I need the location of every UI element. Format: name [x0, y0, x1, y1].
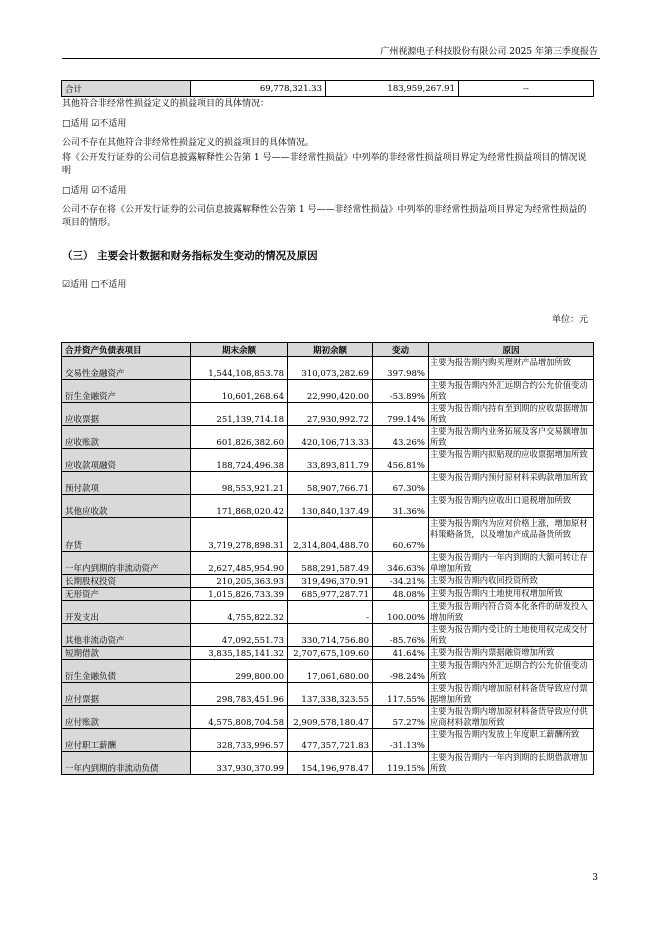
row-end-balance: 298,783,451.96: [191, 683, 288, 706]
row-begin-balance: 685,977,287.71: [288, 588, 373, 601]
row-end-balance: 3,835,185,141.32: [191, 647, 288, 660]
total-ytd: 183,959,267.91: [326, 81, 459, 97]
row-reason: 主要为报告期内增加原材料备货导致应付票据增加所致: [429, 683, 594, 706]
row-reason: 主要为报告期内符合资本化条件的研发投入增加所致: [429, 601, 594, 624]
col-header-reason: 原因: [429, 343, 594, 357]
para-no-other-items: 公司不存在其他符合非经常性损益定义的损益项目的具体情况。: [62, 138, 315, 148]
row-end-balance: 171,868,020.42: [191, 495, 288, 518]
row-change-pct: 48.08%: [373, 588, 429, 601]
table-row: [62, 752, 594, 775]
row-item-name: 应付账款: [62, 706, 191, 729]
row-begin-balance: 17,061,680.00: [288, 660, 373, 683]
balance-sheet-change-table: [61, 342, 594, 775]
row-item-name: 开发支出: [62, 601, 191, 624]
row-item-name: 一年内到期的非流动资产: [62, 552, 191, 575]
row-begin-balance: 330,714,756.80: [288, 624, 373, 647]
unit-label: 单位：元: [551, 315, 588, 325]
row-begin-balance: 33,893,811.79: [288, 449, 373, 472]
row-reason: 主要为报告期内受让的土地使用权完成交付所致: [429, 624, 594, 647]
row-begin-balance: 27,930,992.72: [288, 403, 373, 426]
total-current: 69,778,321.33: [191, 81, 326, 97]
row-change-pct: -85.76%: [373, 624, 429, 647]
row-change-pct: -53.89%: [373, 380, 429, 403]
row-begin-balance: -: [288, 601, 373, 624]
col-header-item: 合并资产负债表项目: [62, 343, 191, 357]
row-end-balance: 299,800.00: [191, 660, 288, 683]
report-header-title: 广州视源电子科技股份有限公司 2025 年第三季度报告: [380, 47, 598, 57]
row-reason: 主要为报告期内持有至到期的应收票据增加所致: [429, 403, 594, 426]
table-row: [62, 624, 594, 647]
row-item-name: 无形资产: [62, 588, 191, 601]
total-note: --: [459, 81, 594, 97]
table-row: [62, 601, 594, 624]
row-end-balance: 188,724,496.38: [191, 449, 288, 472]
para-reclass-explanation: 将《公开发行证券的公司信息披露解释性公告第 1 号——非经常性损益》中列举的非经常性损益项目界定为经常性损益项目的情况说明: [62, 153, 587, 176]
table-row: [62, 426, 594, 449]
row-begin-balance: 154,196,978.47: [288, 752, 373, 775]
table-row: [62, 449, 594, 472]
row-item-name: 预付款项: [62, 472, 191, 495]
row-begin-balance: 477,357,721.83: [288, 729, 373, 752]
row-begin-balance: 310,073,282.69: [288, 357, 373, 380]
row-item-name: 短期借款: [62, 647, 191, 660]
row-item-name: 交易性金融资产: [62, 357, 191, 380]
row-end-balance: 1,544,108,853.78: [191, 357, 288, 380]
row-end-balance: 47,092,551.73: [191, 624, 288, 647]
para-other-items: 其他符合非经常性损益定义的损益项目的具体情况：: [62, 99, 270, 109]
row-reason: 主要为报告期内拟贴现的应收票据增加所致: [429, 449, 594, 472]
table-row: [62, 647, 594, 660]
row-item-name: 衍生金融负债: [62, 660, 191, 683]
row-end-balance: 251,139,714.18: [191, 403, 288, 426]
table-row: [62, 380, 594, 403]
table-row: [62, 552, 594, 575]
row-reason: 主要为报告期内一年内到期的长期借款增加所致: [429, 752, 594, 775]
row-change-pct: 31.36%: [373, 495, 429, 518]
row-item-name: 衍生金融资产: [62, 380, 191, 403]
table-row: [62, 518, 594, 552]
row-end-balance: 4,575,808,704.58: [191, 706, 288, 729]
row-change-pct: 119.15%: [373, 752, 429, 775]
row-begin-balance: 130,840,137.49: [288, 495, 373, 518]
row-item-name: 存货: [62, 518, 191, 552]
row-change-pct: 346.63%: [373, 552, 429, 575]
row-end-balance: 328,733,996.57: [191, 729, 288, 752]
row-item-name: 一年内到期的非流动负债: [62, 752, 191, 775]
row-reason: 主要为报告期内预付原材料采购款增加所致: [429, 472, 594, 495]
row-reason: 主要为报告期内外汇远期合约公允价值变动所致: [429, 380, 594, 403]
row-reason: 主要为报告期内购买理财产品增加所致: [429, 357, 594, 380]
row-begin-balance: 2,707,675,109.60: [288, 647, 373, 660]
row-reason: 主要为报告期内土地使用权增加所致: [429, 588, 594, 601]
row-begin-balance: 319,496,370.91: [288, 575, 373, 588]
row-end-balance: 4,755,822.32: [191, 601, 288, 624]
section-heading: （三） 主要会计数据和财务指标发生变动的情况及原因: [62, 250, 318, 262]
table-row: [62, 495, 594, 518]
row-end-balance: 10,601,268.64: [191, 380, 288, 403]
para-applicable-1: □适用 ☑不适用: [62, 119, 127, 129]
row-change-pct: -34.21%: [373, 575, 429, 588]
row-item-name: 应收账款: [62, 426, 191, 449]
col-header-change: 变动: [373, 343, 429, 357]
row-reason: 主要为报告期内外汇远期合约公允价值变动所致: [429, 660, 594, 683]
row-change-pct: 57.27%: [373, 706, 429, 729]
row-item-name: 应收款项融资: [62, 449, 191, 472]
row-item-name: 应付职工薪酬: [62, 729, 191, 752]
total-label: 合计: [62, 81, 191, 97]
row-reason: 主要为报告期内增加原材料备货导致应付供应商材料款增加所致: [429, 706, 594, 729]
row-reason: 主要为报告期内一年内到期的大额可转让存单增加所致: [429, 552, 594, 575]
table-row: [62, 472, 594, 495]
row-item-name: 应付票据: [62, 683, 191, 706]
row-begin-balance: 22,990,420.00: [288, 380, 373, 403]
row-begin-balance: 2,314,804,488.70: [288, 518, 373, 552]
table-header-row: [62, 343, 594, 357]
row-reason: 主要为报告期内应收出口退税增加所致: [429, 495, 594, 518]
total-row: [62, 81, 594, 97]
row-change-pct: 43.26%: [373, 426, 429, 449]
row-item-name: 长期股权投资: [62, 575, 191, 588]
row-end-balance: 3,719,278,898.31: [191, 518, 288, 552]
col-header-begin: 期初余额: [288, 343, 373, 357]
table-row: [62, 683, 594, 706]
row-end-balance: 337,930,370.99: [191, 752, 288, 775]
table-row: [62, 575, 594, 588]
table-row: [62, 706, 594, 729]
table-row: [62, 588, 594, 601]
row-reason: 主要为报告期内发放上年度职工薪酬所致: [429, 729, 594, 752]
row-begin-balance: 420,106,713.33: [288, 426, 373, 449]
row-begin-balance: 2,909,578,180.47: [288, 706, 373, 729]
row-end-balance: 1,015,826,733.39: [191, 588, 288, 601]
row-change-pct: 456.81%: [373, 449, 429, 472]
para-applicable-2: □适用 ☑不适用: [62, 186, 127, 196]
row-change-pct: 397.98%: [373, 357, 429, 380]
col-header-end: 期末余额: [191, 343, 288, 357]
row-end-balance: 2,627,485,954.90: [191, 552, 288, 575]
row-begin-balance: 137,338,323.55: [288, 683, 373, 706]
row-change-pct: -98.24%: [373, 660, 429, 683]
row-item-name: 其他应收款: [62, 495, 191, 518]
row-reason: 主要为报告期内票据融资增加所致: [429, 647, 594, 660]
row-change-pct: 117.55%: [373, 683, 429, 706]
row-end-balance: 210,205,363.93: [191, 575, 288, 588]
row-change-pct: -31.13%: [373, 729, 429, 752]
row-begin-balance: 588,291,587.49: [288, 552, 373, 575]
row-change-pct: 60.67%: [373, 518, 429, 552]
row-reason: 主要为报告期内为应对价格上涨，增加原材料策略备货，以及增加产成品备货所致: [429, 518, 594, 552]
row-item-name: 应收票据: [62, 403, 191, 426]
row-reason: 主要为报告期内业务拓展及客户交易额增加所致: [429, 426, 594, 449]
table-row: [62, 729, 594, 752]
table-row: [62, 357, 594, 380]
row-begin-balance: 58,907,766.71: [288, 472, 373, 495]
row-change-pct: 41.64%: [373, 647, 429, 660]
row-change-pct: 67.30%: [373, 472, 429, 495]
section-applicable: ☑适用 □不适用: [62, 280, 127, 290]
page-number: 3: [592, 873, 598, 883]
row-change-pct: 100.00%: [373, 601, 429, 624]
row-reason: 主要为报告期内收回投资所致: [429, 575, 594, 588]
total-row-table: [61, 80, 594, 97]
para-no-reclass: 公司不存在将《公开发行证券的公司信息披露解释性公告第 1 号——非经常性损益》中列举的非经常性损益项目界定为经常性损益的项目的情形。: [62, 205, 587, 228]
table-row: [62, 403, 594, 426]
row-item-name: 其他非流动资产: [62, 624, 191, 647]
row-end-balance: 601,826,382.60: [191, 426, 288, 449]
row-change-pct: 799.14%: [373, 403, 429, 426]
table-row: [62, 660, 594, 683]
row-end-balance: 98,553,921.21: [191, 472, 288, 495]
header-divider: [62, 58, 600, 59]
